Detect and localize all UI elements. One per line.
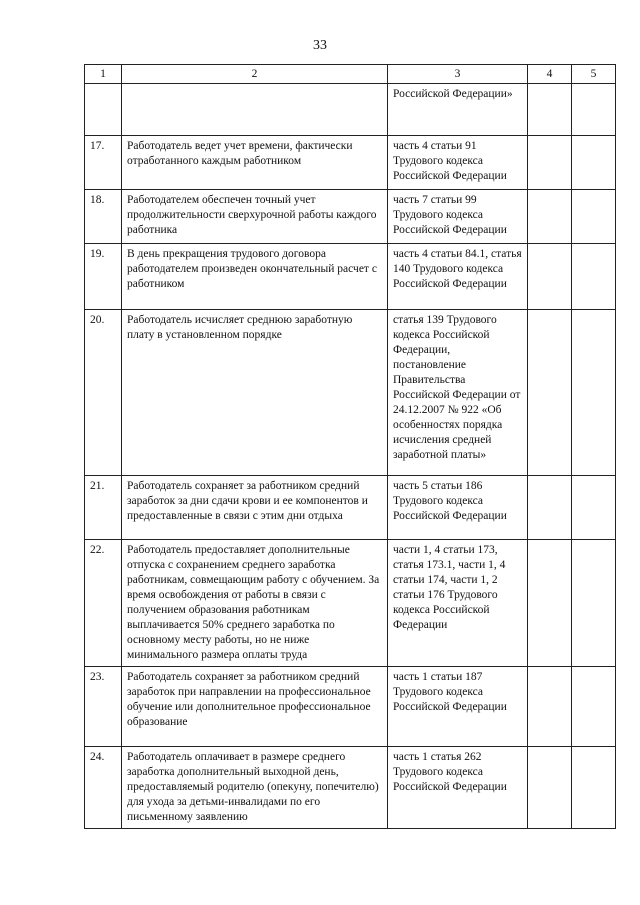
row-law-reference: Российской Федерации» xyxy=(388,84,528,136)
row-number: 19. xyxy=(85,244,122,310)
row-col5 xyxy=(572,310,616,476)
row-law-reference: статья 139 Трудового кодекса Российской Федерации, постановление Правительства Российской Федерации от 24.12.2007 № 922 «Об особенностях порядка исчисления средней заработной платы» xyxy=(388,310,528,476)
row-requirement: Работодатель сохраняет за работником средний заработок при направлении на профессиональное обучение или дополнительное профессиональное образование xyxy=(122,667,388,747)
row-number: 21. xyxy=(85,476,122,540)
row-number: 18. xyxy=(85,190,122,244)
table-row xyxy=(85,84,616,136)
header-col-3: 3 xyxy=(388,65,528,84)
table-body xyxy=(85,84,616,829)
row-number: 17. xyxy=(85,136,122,190)
row-law-reference: часть 1 статья 262 Трудового кодекса Российской Федерации xyxy=(388,747,528,829)
row-requirement: Работодатель оплачивает в размере среднего заработка дополнительный выходной день, предоставляемый родителю (опекуну, попечителю) для ухода за детьми-инвалидами по его письменному заявлению xyxy=(122,747,388,829)
row-col4 xyxy=(528,310,572,476)
row-col4 xyxy=(528,190,572,244)
table-row xyxy=(85,667,616,747)
header-col-2: 2 xyxy=(122,65,388,84)
row-col4 xyxy=(528,476,572,540)
row-col5 xyxy=(572,84,616,136)
row-law-reference: часть 5 статьи 186 Трудового кодекса Российской Федерации xyxy=(388,476,528,540)
row-requirement xyxy=(122,84,388,136)
row-requirement: Работодатель исчисляет среднюю заработную плату в установленном порядке xyxy=(122,310,388,476)
row-col5 xyxy=(572,136,616,190)
row-law-reference: часть 1 статьи 187 Трудового кодекса Российской Федерации xyxy=(388,667,528,747)
row-col5 xyxy=(572,476,616,540)
row-number xyxy=(85,84,122,136)
table-row xyxy=(85,190,616,244)
row-requirement: В день прекращения трудового договора работодателем произведен окончательный расчет с работником xyxy=(122,244,388,310)
table-row xyxy=(85,136,616,190)
row-col4 xyxy=(528,84,572,136)
table-header xyxy=(85,65,616,84)
row-law-reference: часть 4 статьи 84.1, статья 140 Трудового кодекса Российской Федерации xyxy=(388,244,528,310)
row-col4 xyxy=(528,667,572,747)
row-number: 20. xyxy=(85,310,122,476)
header-col-1: 1 xyxy=(85,65,122,84)
header-row xyxy=(85,65,616,84)
table-row xyxy=(85,244,616,310)
row-law-reference: часть 7 статьи 99 Трудового кодекса Российской Федерации xyxy=(388,190,528,244)
row-col5 xyxy=(572,747,616,829)
row-col4 xyxy=(528,136,572,190)
row-col5 xyxy=(572,540,616,667)
table-row xyxy=(85,476,616,540)
row-requirement: Работодателем обеспечен точный учет продолжительности сверхурочной работы каждого работника xyxy=(122,190,388,244)
row-col4 xyxy=(528,540,572,667)
header-col-4: 4 xyxy=(528,65,572,84)
row-col5 xyxy=(572,190,616,244)
row-col5 xyxy=(572,244,616,310)
page-number: 33 xyxy=(313,38,327,53)
row-number: 24. xyxy=(85,747,122,829)
inspection-table xyxy=(84,64,616,829)
header-col-5: 5 xyxy=(572,65,616,84)
row-col5 xyxy=(572,667,616,747)
row-col4 xyxy=(528,747,572,829)
row-requirement: Работодатель сохраняет за работником средний заработок за дни сдачи крови и ее компонентов и предоставленные в связи с этим дни отдыха xyxy=(122,476,388,540)
row-law-reference: часть 4 статьи 91 Трудового кодекса Российской Федерации xyxy=(388,136,528,190)
row-law-reference: части 1, 4 статьи 173, статья 173.1, части 1, 4 статьи 174, части 1, 2 статьи 176 Трудового кодекса Российской Федерации xyxy=(388,540,528,667)
table-row xyxy=(85,747,616,829)
row-requirement: Работодатель ведет учет времени, фактически отработанного каждым работником xyxy=(122,136,388,190)
row-number: 23. xyxy=(85,667,122,747)
table-row xyxy=(85,540,616,667)
row-requirement: Работодатель предоставляет дополнительные отпуска с сохранением среднего заработка работникам, совмещающим работу с обучением. За время освобождения от работы в связи с получением образования работникам выплачивается 50% среднего заработка по основному месту работы, но не ниже минимального размера оплаты труда xyxy=(122,540,388,667)
row-col4 xyxy=(528,244,572,310)
row-number: 22. xyxy=(85,540,122,667)
table-row xyxy=(85,310,616,476)
